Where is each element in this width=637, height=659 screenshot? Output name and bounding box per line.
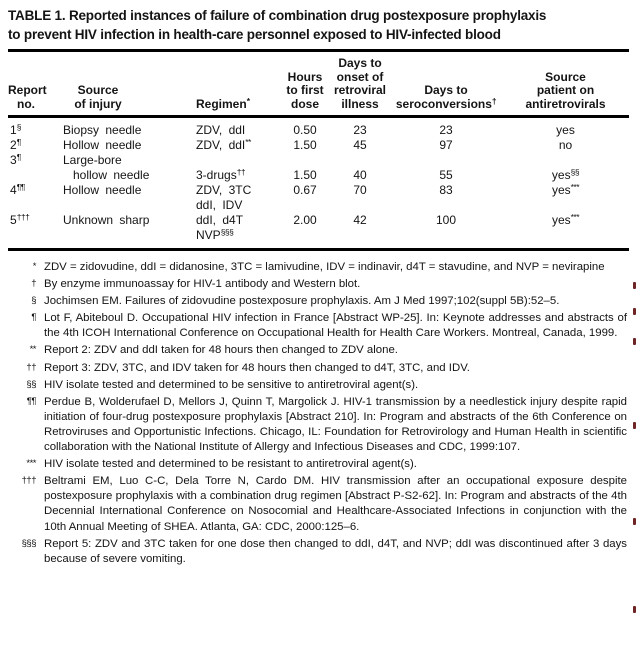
footnote-marker: † (31, 278, 36, 290)
source-of-injury: Biopsy needle (63, 123, 142, 137)
footnote-marker: ††† (21, 475, 36, 487)
footnote-ref: ¶ (16, 137, 21, 147)
footnote-text: Report 5: ZDV and 3TC taken for one dose then changed to ddI, d4T, and NVP; ddI was discontinued after 3 days because of severe vomiting. (44, 537, 627, 565)
footnote-marker: § (31, 295, 36, 307)
days-to-onset: 42 (353, 213, 367, 227)
table-row (8, 153, 629, 168)
hours-to-first-dose: 1.50 (293, 168, 317, 182)
source-patient-on-antiretrovirals: yes (551, 183, 571, 197)
table-row (8, 213, 629, 228)
regimen: NVP (196, 228, 221, 242)
source-of-injury (50, 198, 188, 213)
footnote-text: Report 3: ZDV, 3TC, and IDV taken for 48 hours then changed to d4T, 3TC, and IDV. (44, 361, 470, 374)
footnote (8, 277, 629, 292)
footnote (8, 537, 629, 567)
table-row (8, 183, 629, 198)
table-title-line1: TABLE 1. Reported instances of failure of combination drug postexposure prophylaxis (8, 8, 547, 23)
footnote (8, 361, 629, 376)
table-row (8, 198, 629, 213)
hours-to-first-dose (280, 153, 330, 168)
footnote-marker: *** (26, 458, 36, 470)
source-of-injury: Hollow needle (63, 138, 142, 152)
footnotes-section (8, 260, 629, 567)
col-header-source-patient: Source patient on antiretrovirals (502, 52, 629, 117)
footnote-text: HIV isolate tested and determined to be sensitive to antiretroviral agent(s). (44, 378, 419, 391)
hours-to-first-dose: 0.50 (293, 123, 317, 137)
regimen: ZDV, 3TC (196, 183, 252, 197)
days-to-seroconversions: 100 (435, 213, 457, 227)
col-header-regimen: Regimen* (188, 52, 280, 117)
footnote-ref: *** (570, 182, 580, 192)
source-patient-on-antiretrovirals: yes (551, 168, 571, 182)
days-to-seroconversions: 83 (439, 183, 453, 197)
table-row (8, 117, 629, 139)
days-to-onset (330, 198, 390, 213)
scan-artifact-mark (633, 308, 636, 315)
footnote-text: Report 2: ZDV and ddI taken for 48 hours then changed to ZDV alone. (44, 344, 398, 357)
days-to-seroconversions: 55 (439, 168, 453, 182)
footnote (8, 395, 629, 455)
footnote (8, 260, 629, 275)
col-header-report-no: Report no. (8, 52, 50, 117)
col-header-hours-to-first-dose: Hours to first dose (280, 52, 330, 117)
footnote-marker: ¶ (31, 312, 36, 324)
footnote-marker: §§§ (21, 537, 36, 549)
footnote (8, 343, 629, 358)
footnote-ref: †† (236, 167, 246, 177)
footnote-marker: ** (29, 344, 36, 356)
days-to-seroconversions: 97 (439, 138, 453, 152)
table-header-row (8, 52, 629, 117)
table-title (8, 0, 629, 44)
footnote (8, 311, 629, 341)
regimen: ZDV, ddI (196, 138, 246, 152)
footnote-ref: § (16, 122, 21, 132)
source-patient-on-antiretrovirals: yes (551, 213, 571, 227)
regimen: ddI, d4T (196, 213, 244, 227)
report-no: 1 (10, 123, 17, 137)
footnote-ref: §§§ (220, 227, 234, 237)
source-patient-on-antiretrovirals: no (558, 138, 573, 152)
scan-artifact-mark (633, 422, 636, 429)
scan-artifact-mark (633, 518, 636, 525)
hours-to-first-dose: 1.50 (293, 138, 317, 152)
footnote-text: By enzyme immunoassay for HIV-1 antibody and Western blot. (44, 278, 361, 291)
footnote-ref: ††† (16, 212, 30, 222)
scan-artifact-mark (633, 606, 636, 613)
source-of-injury: Unknown sharp (63, 213, 150, 227)
scan-artifact-mark (633, 338, 636, 345)
footnote-ref: *** (570, 212, 580, 222)
source-patient-on-antiretrovirals: yes (556, 123, 575, 137)
days-to-seroconversions (390, 198, 502, 213)
footnote (8, 378, 629, 393)
footnote (8, 474, 629, 534)
days-to-onset (330, 228, 390, 243)
footnote-marker: * (32, 261, 36, 272)
table-row (8, 228, 629, 243)
footnote-text: Beltrami EM, Luo C-C, Dela Torre N, Cardo DM. HIV transmission after an occupational exposure despite postexposure prophylaxis with a combination drug regimen [Abstract P-S2-62]. In: Program and abstracts of the 4th Decennial International Conference on Nosocomial and Healthcare-Associated Infections in conjunction with the 10th Annual Meeting of SHEA. Atlanta, GA: CDC, 2000:125–6. (44, 475, 627, 533)
footnote-marker: §§ (26, 378, 36, 390)
footnote-ref-dagger: † (491, 95, 497, 106)
footnote (8, 294, 629, 309)
days-to-onset (330, 153, 390, 168)
regimen: ddI, IDV (196, 198, 243, 212)
regimen: 3-drugs (196, 168, 237, 182)
hours-to-first-dose: 2.00 (293, 213, 317, 227)
source-of-injury: hollow needle (73, 168, 150, 182)
days-to-seroconversions (390, 153, 502, 168)
report-no: 5 (10, 213, 17, 227)
hours-to-first-dose (280, 198, 330, 213)
regimen: ZDV, ddI (196, 123, 246, 137)
source-of-injury: Hollow needle (63, 183, 142, 197)
footnote-text: ZDV = zidovudine, ddI = didanosine, 3TC = lamivudine, IDV = indinavir, d4T = stavudine, and NVP = nevirapine (44, 261, 605, 273)
footnote (8, 457, 629, 472)
days-to-onset: 40 (353, 168, 367, 182)
footnote-ref-asterisk: * (246, 95, 250, 106)
hours-to-first-dose (280, 228, 330, 243)
days-to-seroconversions: 23 (439, 123, 453, 137)
source-of-injury: Large-bore (63, 153, 122, 167)
scan-artifact-mark (633, 282, 636, 289)
footnote-text: Lot F, Abiteboul D. Occupational HIV infection in France [Abstract WP-25]. In: Keynote addresses and abstracts of the 4th ICOH International Conference on Occupational Health for Health Care Workers. Montreal, Canada, 1999. (44, 312, 627, 340)
col-header-days-to-onset: Days to onset of retroviral illness (330, 52, 390, 117)
col-header-source-of-injury: Source of injury (50, 52, 188, 117)
days-to-seroconversions (390, 228, 502, 243)
report-no: 2 (10, 138, 17, 152)
days-to-onset: 70 (353, 183, 367, 197)
footnote-text: HIV isolate tested and determined to be resistant to antiretroviral agent(s). (44, 458, 417, 471)
days-to-onset: 45 (353, 138, 367, 152)
footnote-ref: §§ (570, 167, 580, 177)
table-title-line2: to prevent HIV infection in health-care personnel exposed to HIV-infected blood (8, 27, 501, 42)
footnote-marker: †† (26, 361, 36, 373)
table-row (8, 168, 629, 183)
report-no: 3 (10, 153, 17, 167)
hours-to-first-dose: 0.67 (293, 183, 317, 197)
table-bottom-rule (8, 248, 629, 251)
report-no: 4 (10, 183, 17, 197)
col-header-days-to-seroconversions: Days to seroconversions† (390, 52, 502, 117)
footnote-ref: ** (245, 137, 251, 147)
table-row (8, 138, 629, 153)
footnote-ref: ¶ (16, 152, 21, 162)
footnote-text: Perdue B, Wolderufael D, Mellors J, Quinn T, Margolick J. HIV-1 transmission by a needlestick injury despite rapid initiation of four-drug postexposure prophylaxis [Abstract 210]. In: Program and abstracts of the 6th Conference on Retroviruses and Opportunistic Infections. Chicago, IL: Foundation for Retrovirology and Human Health in scientific collaboration with the National Institute of Allergy and Infectious Diseases and CDC, 1999:107. (44, 395, 627, 454)
footnote-ref: ¶¶ (16, 182, 25, 192)
failure-reports-table (8, 52, 629, 243)
days-to-onset: 23 (353, 123, 367, 137)
footnote-marker: ¶¶ (26, 395, 36, 407)
footnote-text: Jochimsen EM. Failures of zidovudine postexposure prophylaxis. Am J Med 1997;102(suppl 5B):52–5. (44, 295, 560, 308)
